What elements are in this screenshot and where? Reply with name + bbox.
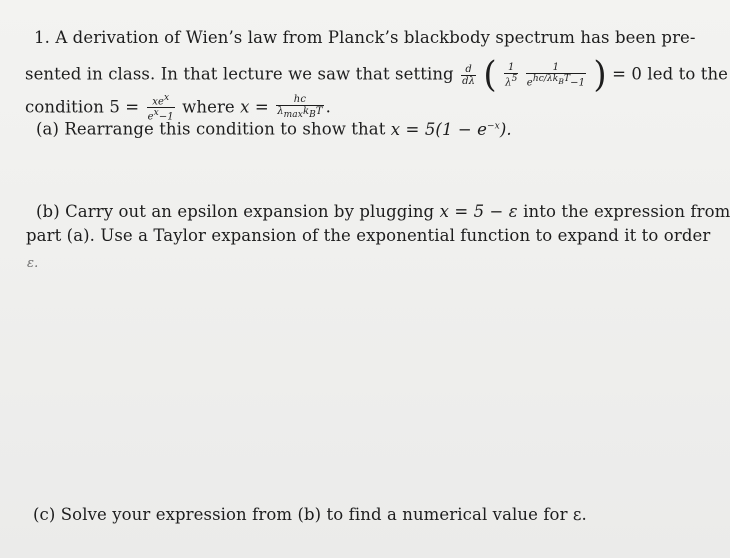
part-c <box>33 505 587 525</box>
intro-line-2 <box>25 54 729 96</box>
part-a-text: (a) Rearrange this condition to show that <box>36 119 386 139</box>
intro-line-1 <box>34 28 696 48</box>
where-text: where <box>182 97 235 117</box>
x-definition-fraction: $\frac{hc}{\lambda_{max}k_BT}$ <box>277 94 323 121</box>
part-b-text-1-end: into the expression from <box>523 202 730 221</box>
part-b-line-3 <box>27 254 38 274</box>
condition-fraction: $\frac{xe^x}{e^x-1}$ <box>147 93 174 123</box>
condition-line: condition 5 = $\frac{xe^x}{e^x-1}$ where x = $\frac{hc}{\lambda_{max}k_BT}$ . <box>25 93 331 123</box>
part-b-line-2 <box>26 226 710 246</box>
x-definition-label: x = <box>240 97 269 117</box>
intro-text-2-start: sented in class. In that lecture we saw that setting <box>25 64 454 84</box>
part-a <box>36 116 512 140</box>
right-paren: ) <box>593 54 607 96</box>
part-a-equation: $x = 5(1 - e^{-x})$. <box>390 119 512 139</box>
part-b-text-2: part (a). Use a Taylor expansion of the exponential function to expand it to order <box>26 226 711 245</box>
part-b-line-1 <box>36 202 730 222</box>
intro-text-1: A derivation of Wien’s law from Planck’s blackbody spectrum has been pre- <box>55 28 696 47</box>
part-b-substitution: x = 5 − ε <box>439 202 518 221</box>
derivative-operator: $\frac{d}{d\lambda}$ <box>462 63 476 87</box>
condition-text: condition 5 = <box>25 97 140 117</box>
planck-exponential-fraction: $\frac{1}{e^{hc/\lambda k_BT}-1}$ <box>526 61 586 89</box>
part-c-text: (c) Solve your expression from (b) to find a numerical value for ε. <box>33 505 587 524</box>
intro-text-2-end: = 0 led to the <box>612 64 729 84</box>
left-paren: ( <box>483 54 497 96</box>
one-over-lambda5: $\frac{1}{\lambda^5}$ <box>505 61 518 89</box>
part-b-text-1: (b) Carry out an epsilon expansion by plugging <box>36 202 435 221</box>
part-b-epsilon: ε. <box>27 256 39 271</box>
problem-number: 1. <box>34 28 50 47</box>
